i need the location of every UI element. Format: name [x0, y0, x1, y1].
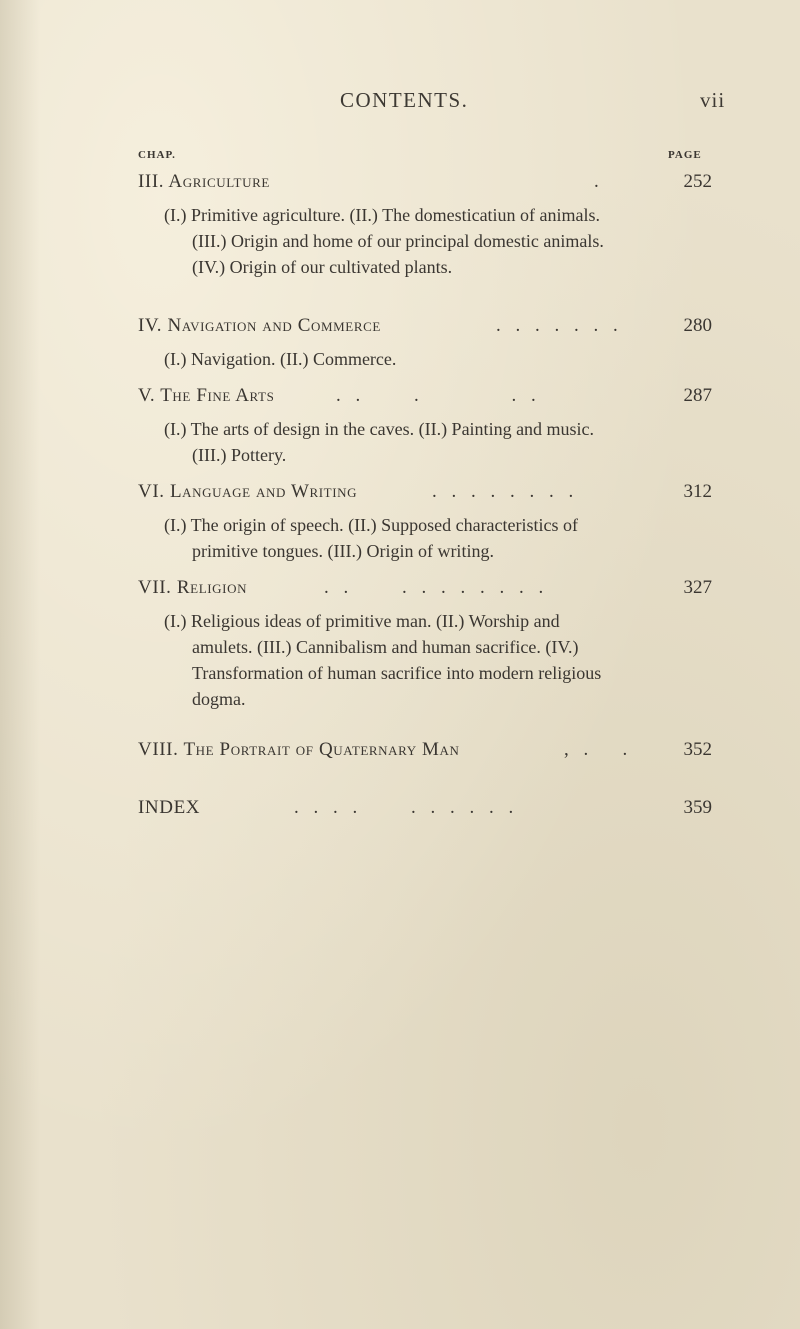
description-line: (I.) The origin of speech. (II.) Supposed characteristics of — [164, 515, 579, 535]
description-line: Transformation of human sacrifice into modern religious — [192, 663, 602, 683]
page-column-heading: PAGE — [668, 149, 702, 161]
entry-description — [164, 608, 712, 712]
entry-title: VIII. The Portrait of Quaternary Man — [138, 739, 460, 760]
description-line: dogma. — [192, 689, 246, 709]
entry-heading-line — [138, 168, 712, 196]
leader-dots: . . . . . . . — [496, 315, 623, 336]
toc-entry-index — [138, 794, 712, 822]
entry-page-number: 359 — [683, 797, 712, 818]
chapter-column-heading: CHAP. — [138, 149, 176, 161]
description-line: (III.) Origin and home of our principal domestic animals. — [192, 231, 604, 251]
toc-entry-agriculture — [138, 168, 712, 280]
entry-heading-line — [138, 574, 712, 602]
leader-dots: , . . — [564, 739, 633, 760]
description-line: amulets. (III.) Cannibalism and human sacrifice. (IV.) — [192, 637, 579, 657]
description-line: (I.) Religious ideas of primitive man. (II.) Worship and — [164, 611, 560, 631]
entry-description — [164, 416, 712, 468]
entry-heading-line — [138, 382, 712, 410]
entry-page-number: 312 — [683, 481, 712, 502]
running-head — [0, 88, 800, 118]
description-line: (I.) Primitive agriculture. (II.) The domesticatiun of animals. — [164, 205, 601, 225]
description-line: (IV.) Origin of our cultivated plants. — [192, 257, 453, 277]
entry-page-number: 327 — [683, 577, 712, 598]
toc-entry-navigation — [138, 312, 712, 372]
description-line: (I.) The arts of design in the caves. (II.) Painting and music. — [164, 419, 595, 439]
page-numeral: vii — [700, 88, 726, 112]
toc-entry-quaternary-man — [138, 736, 712, 764]
description-line: (III.) Pottery. — [192, 445, 287, 465]
entry-heading-line — [138, 478, 712, 506]
entry-title: IV. Navigation and Commerce — [138, 315, 381, 336]
running-title: CONTENTS. — [340, 88, 469, 112]
leader-dots: . — [594, 171, 604, 192]
description-line: primitive tongues. (III.) Origin of writing. — [192, 541, 494, 561]
toc-entry-fine-arts — [138, 382, 712, 468]
entry-heading-line — [138, 794, 712, 822]
entry-title: INDEX — [138, 797, 201, 818]
entry-title: VII. Religion — [138, 577, 248, 598]
entry-heading-line — [138, 736, 712, 764]
entry-description — [164, 346, 712, 372]
toc-entry-language — [138, 478, 712, 564]
leader-dots: . . . . . . . . . . — [294, 797, 519, 818]
entry-page-number: 252 — [683, 171, 712, 192]
toc-entry-religion — [138, 574, 712, 712]
entry-page-number: 352 — [683, 739, 712, 760]
page-edge-shadow — [0, 0, 40, 1329]
entry-page-number: 280 — [683, 315, 712, 336]
leader-dots: . . . . . . . . . . — [324, 577, 549, 598]
entry-description — [164, 512, 712, 564]
entry-title: V. The Fine Arts — [138, 385, 275, 406]
entry-description — [164, 202, 712, 280]
entry-heading-line — [138, 312, 712, 340]
description-line: (I.) Navigation. (II.) Commerce. — [164, 349, 397, 369]
leader-dots: . . . . . . . . — [432, 481, 579, 502]
entry-title: VI. Language and Writing — [138, 481, 358, 502]
entry-title: III. Agriculture — [138, 171, 270, 192]
leader-dots: . . . . . — [336, 385, 541, 406]
entry-page-number: 287 — [683, 385, 712, 406]
